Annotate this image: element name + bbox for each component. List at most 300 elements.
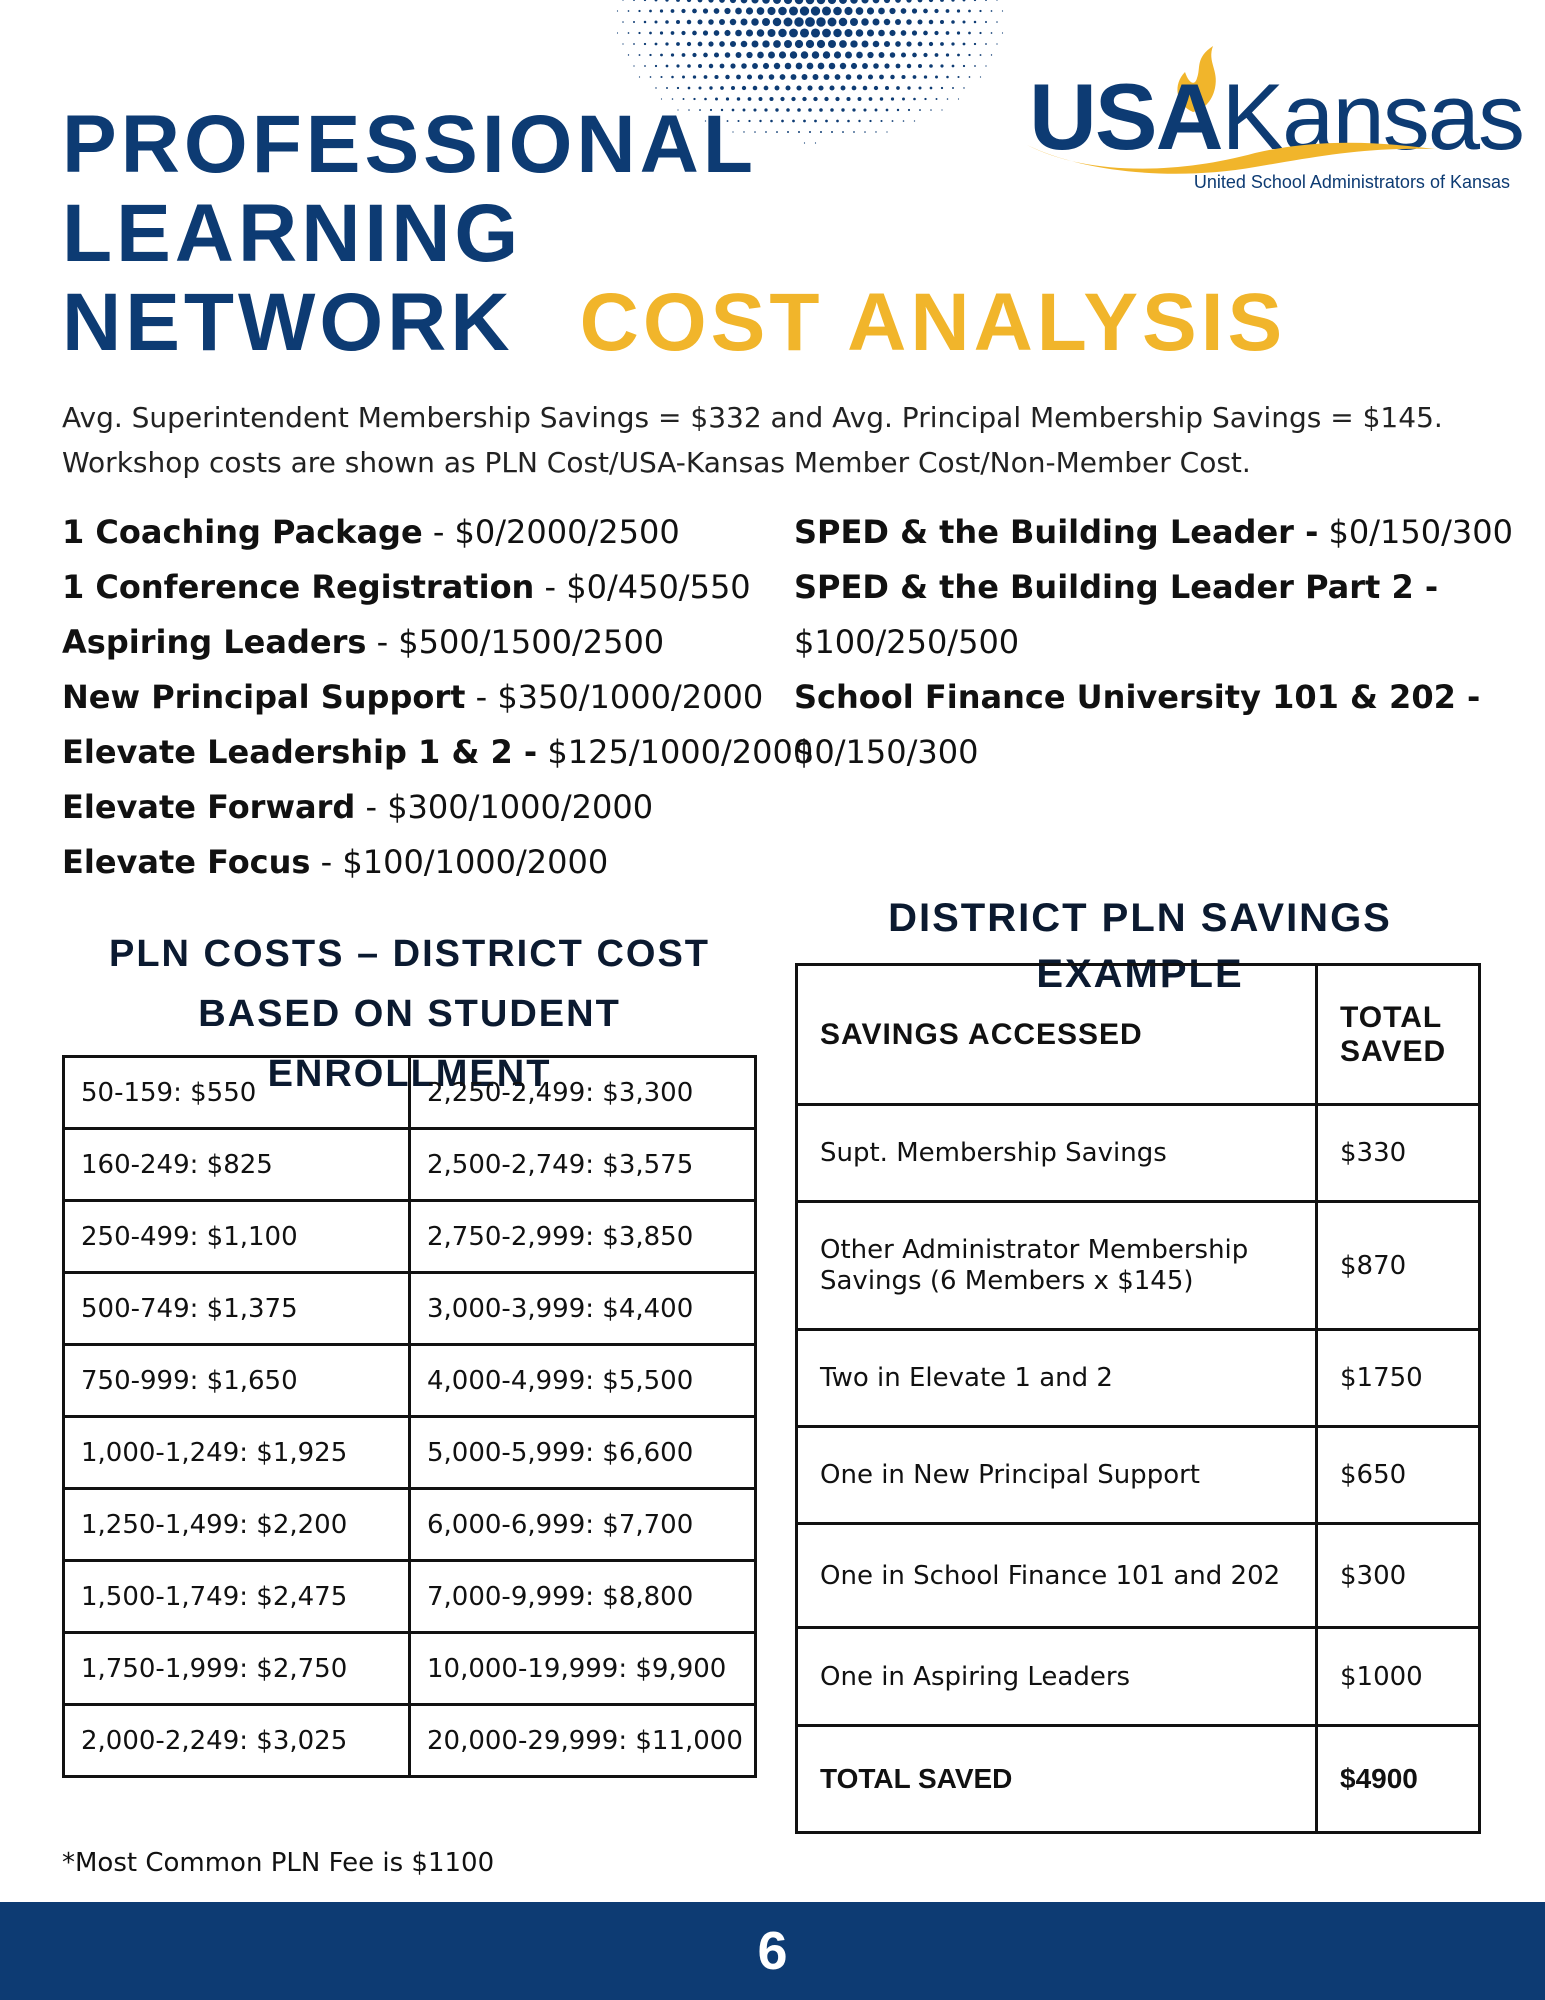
halftone-dot xyxy=(714,75,718,79)
table-row xyxy=(64,1129,756,1201)
halftone-dot xyxy=(644,43,646,45)
halftone-dot xyxy=(708,0,713,3)
halftone-dot xyxy=(991,54,992,55)
halftone-dot xyxy=(655,43,658,46)
pln-fee-footnote: *Most Common PLN Fee is $1100 xyxy=(62,1848,495,1878)
halftone-dot xyxy=(918,0,923,2)
halftone-dot xyxy=(924,75,927,78)
intro-line-2: Workshop costs are shown as PLN Cost/USA-Kansas Member Cost/Non-Member Cost. xyxy=(62,446,1251,479)
halftone-dot xyxy=(681,9,685,13)
halftone-dot xyxy=(841,86,846,91)
halftone-dot xyxy=(867,7,874,14)
halftone-dot xyxy=(844,7,852,15)
halftone-dot xyxy=(633,65,634,66)
halftone-dot xyxy=(676,64,679,67)
halftone-dot xyxy=(730,41,736,47)
savings-value: $330 xyxy=(1317,1105,1480,1202)
halftone-dot xyxy=(720,86,724,90)
halftone-dot xyxy=(867,29,874,36)
workshop-item xyxy=(794,670,1514,725)
savings-label: One in New Principal Support xyxy=(797,1427,1317,1524)
halftone-dot xyxy=(996,0,997,1)
halftone-dot xyxy=(816,17,825,26)
halftone-dot xyxy=(884,19,891,26)
workshop-name: SPED & the Building Leader - xyxy=(794,513,1319,551)
workshop-item xyxy=(794,505,1514,560)
halftone-dot xyxy=(655,65,657,67)
column-header-savings: SAVINGS ACCESSED xyxy=(797,965,1317,1105)
halftone-dot xyxy=(639,76,640,77)
halftone-dot xyxy=(795,40,803,48)
halftone-dot xyxy=(940,64,943,67)
halftone-dot xyxy=(934,9,938,13)
halftone-dot xyxy=(719,0,725,3)
halftone-dot xyxy=(980,54,982,56)
table-cell: 1,500-1,749: $2,475 xyxy=(64,1561,410,1633)
workshop-name: Elevate Leadership 1 & 2 - xyxy=(62,733,538,771)
halftone-dot xyxy=(812,51,819,58)
workshop-item xyxy=(62,615,762,670)
halftone-dot xyxy=(839,0,847,4)
halftone-dot xyxy=(985,21,987,23)
halftone-dot xyxy=(879,75,884,80)
halftone-dot xyxy=(719,41,725,47)
halftone-dot xyxy=(850,40,857,47)
halftone-dot xyxy=(873,41,880,48)
halftone-dot xyxy=(730,63,735,68)
halftone-dot xyxy=(703,53,708,58)
cost-analysis-title: COST ANALYSIS xyxy=(579,277,1287,368)
title-line-2: LEARNING xyxy=(62,188,523,279)
halftone-dot xyxy=(660,31,663,34)
table-cell: 7,000-9,999: $8,800 xyxy=(410,1561,756,1633)
savings-table xyxy=(795,963,1481,1834)
table-row xyxy=(797,1628,1480,1726)
halftone-dot xyxy=(918,42,923,47)
halftone-dot xyxy=(671,76,674,79)
halftone-dot xyxy=(741,41,748,48)
halftone-dot xyxy=(785,85,790,90)
halftone-dot xyxy=(714,52,719,57)
column-header-total xyxy=(1317,965,1480,1105)
halftone-dot xyxy=(735,30,742,37)
halftone-dot xyxy=(807,63,814,70)
halftone-dot xyxy=(935,53,939,57)
halftone-dot xyxy=(807,85,812,90)
halftone-dot xyxy=(789,29,798,38)
halftone-dot xyxy=(895,0,901,3)
halftone-dot xyxy=(666,87,668,89)
halftone-dot xyxy=(923,31,928,36)
halftone-dot xyxy=(918,64,922,68)
halftone-dot xyxy=(762,40,769,47)
halftone-dot xyxy=(681,31,685,35)
halftone-dot xyxy=(735,8,742,15)
halftone-dot xyxy=(649,10,652,13)
halftone-dot xyxy=(778,29,786,37)
halftone-dot xyxy=(698,86,701,89)
halftone-dot xyxy=(774,63,780,69)
halftone-dot xyxy=(757,29,765,37)
table-row xyxy=(797,1202,1480,1330)
table-row xyxy=(797,1524,1480,1628)
page-number: 6 xyxy=(757,1921,788,1981)
halftone-dot xyxy=(649,32,652,35)
halftone-dot xyxy=(957,31,960,34)
workshop-name: SPED & the Building Leader Part 2 - xyxy=(794,568,1439,606)
halftone-dot xyxy=(817,0,825,4)
table-cell: 3,000-3,999: $4,400 xyxy=(410,1273,756,1345)
halftone-dot xyxy=(856,7,864,15)
halftone-dot xyxy=(845,52,852,59)
halftone-dot xyxy=(862,41,869,48)
workshop-name: Elevate Focus xyxy=(62,843,311,881)
halftone-dot xyxy=(822,6,831,15)
halftone-dot xyxy=(852,86,857,91)
halftone-dot xyxy=(874,86,878,90)
table-cell: 6,000-6,999: $7,700 xyxy=(410,1489,756,1561)
halftone-dot xyxy=(996,21,998,23)
halftone-dot xyxy=(730,19,737,26)
halftone-dot xyxy=(951,20,955,24)
halftone-dot xyxy=(878,30,885,37)
halftone-dot xyxy=(767,7,775,15)
column-header-total-line-1: TOTAL xyxy=(1340,1000,1443,1034)
table-cell: 50-159: $550 xyxy=(64,1057,410,1129)
halftone-dot xyxy=(1002,32,1003,33)
halftone-dot xyxy=(929,20,934,25)
halftone-dot xyxy=(802,74,808,80)
halftone-dot xyxy=(773,18,782,27)
halftone-dot xyxy=(824,74,830,80)
halftone-dot xyxy=(861,0,868,4)
halftone-dot xyxy=(655,87,656,88)
halftone-dot xyxy=(974,21,977,24)
workshop-item xyxy=(62,505,762,560)
halftone-dot xyxy=(941,87,943,89)
halftone-dot xyxy=(671,53,674,56)
halftone-dot xyxy=(940,20,944,24)
table-row xyxy=(797,1330,1480,1427)
halftone-dot xyxy=(851,63,857,69)
halftone-dot xyxy=(873,19,880,26)
halftone-dot xyxy=(752,41,759,48)
table-cell: 1,000-1,249: $1,925 xyxy=(64,1417,410,1489)
halftone-dot xyxy=(913,75,917,79)
halftone-dot xyxy=(862,63,868,69)
halftone-dot xyxy=(963,65,965,67)
halftone-dot xyxy=(644,21,647,24)
usa-kansas-logo xyxy=(1025,40,1524,200)
halftone-dot xyxy=(957,76,959,78)
halftone-dot xyxy=(850,0,858,4)
halftone-dot xyxy=(693,75,696,78)
halftone-dot xyxy=(698,42,703,47)
halftone-dot xyxy=(818,63,825,70)
halftone-dot xyxy=(835,74,841,80)
halftone-dot xyxy=(622,43,623,44)
halftone-dot xyxy=(714,8,720,14)
table-row xyxy=(797,1427,1480,1524)
halftone-dot xyxy=(720,64,725,69)
halftone-dot xyxy=(725,75,729,79)
halftone-dot xyxy=(790,51,797,58)
table-header-row xyxy=(797,965,1480,1105)
halftone-dot xyxy=(833,29,841,37)
halftone-dot xyxy=(666,65,669,68)
halftone-dot xyxy=(813,74,819,80)
halftone-dot xyxy=(906,41,911,46)
table-row xyxy=(64,1417,756,1489)
workshop-cost: - $300/1000/2000 xyxy=(355,788,654,826)
halftone-dot xyxy=(767,29,775,37)
workshop-item xyxy=(62,780,762,835)
halftone-dot xyxy=(980,76,981,77)
halftone-dot xyxy=(724,30,730,36)
halftone-dot xyxy=(839,18,848,27)
table-row xyxy=(64,1273,756,1345)
halftone-dot xyxy=(963,43,966,46)
halftone-dot xyxy=(974,0,976,1)
halftone-dot xyxy=(806,0,815,4)
halftone-dot xyxy=(688,87,691,90)
halftone-dot xyxy=(638,10,640,12)
halftone-dot xyxy=(884,0,890,3)
workshop-cost: $125/1000/2000 xyxy=(537,733,814,771)
halftone-dot xyxy=(773,0,781,4)
workshop-item xyxy=(62,725,814,780)
halftone-dot xyxy=(633,0,635,1)
table-row xyxy=(64,1633,756,1705)
logo-kansas: Kansas xyxy=(1221,64,1524,169)
halftone-dot xyxy=(817,40,825,48)
halftone-dot xyxy=(617,32,618,33)
halftone-dot xyxy=(671,31,675,35)
halftone-dot xyxy=(753,86,758,91)
halftone-dot xyxy=(951,42,954,45)
halftone-dot xyxy=(829,63,836,70)
halftone-dot xyxy=(796,63,803,70)
pln-costs-table xyxy=(62,1055,757,1778)
halftone-dot xyxy=(784,0,792,4)
table-cell: 1,250-1,499: $2,200 xyxy=(64,1489,410,1561)
halftone-dot xyxy=(968,10,971,13)
table-row xyxy=(797,1105,1480,1202)
halftone-dot xyxy=(861,18,869,26)
workshop-item xyxy=(62,670,762,725)
halftone-dot xyxy=(800,28,809,37)
halftone-dot xyxy=(805,17,815,27)
workshop-item xyxy=(62,835,762,890)
table-cell: 500-749: $1,375 xyxy=(64,1273,410,1345)
table-cell: 2,500-2,749: $3,575 xyxy=(410,1129,756,1201)
halftone-dot xyxy=(952,87,954,89)
savings-value: $300 xyxy=(1317,1524,1480,1628)
halftone-dot xyxy=(676,0,680,2)
halftone-dot xyxy=(929,42,933,46)
halftone-dot xyxy=(762,18,770,26)
halftone-dot xyxy=(698,64,702,68)
halftone-dot xyxy=(736,75,741,80)
halftone-dot xyxy=(957,9,960,12)
table-row xyxy=(64,1705,756,1777)
halftone-dot xyxy=(806,40,814,48)
halftone-dot xyxy=(751,18,759,26)
workshop-cost: - $350/1000/2000 xyxy=(465,678,764,716)
table-cell: 5,000-5,999: $6,600 xyxy=(410,1417,756,1489)
halftone-dot xyxy=(698,20,703,25)
halftone-dot xyxy=(692,53,696,57)
halftone-dot xyxy=(896,64,901,69)
halftone-dot xyxy=(617,10,618,11)
halftone-dot xyxy=(974,43,976,45)
logo-usa: USA xyxy=(1029,64,1222,169)
workshop-name: New Principal Support xyxy=(62,678,466,716)
savings-value: $1000 xyxy=(1317,1628,1480,1726)
halftone-dot xyxy=(890,52,896,58)
halftone-dot xyxy=(747,74,752,79)
halftone-dot xyxy=(682,53,686,57)
halftone-dot xyxy=(752,63,758,69)
halftone-dot xyxy=(907,86,910,89)
workshop-cost: $0/150/300 xyxy=(1318,513,1513,551)
halftone-dot xyxy=(660,9,663,12)
halftone-dot xyxy=(867,52,873,58)
halftone-dot xyxy=(791,74,797,80)
halftone-dot xyxy=(778,7,787,16)
halftone-dot xyxy=(929,0,933,2)
halftone-dot xyxy=(996,43,997,44)
halftone-dot xyxy=(741,19,748,26)
workshop-cost: - $0/450/550 xyxy=(534,568,751,606)
halftone-dot xyxy=(757,7,765,15)
table-row xyxy=(64,1345,756,1417)
halftone-dot xyxy=(991,32,993,34)
halftone-dot xyxy=(764,86,769,91)
table-row xyxy=(64,1201,756,1273)
halftone-dot xyxy=(769,74,775,80)
halftone-dot xyxy=(840,63,846,69)
halftone-dot xyxy=(818,85,823,90)
halftone-dot xyxy=(907,64,911,68)
workshop-cost-line: $0/150/300 xyxy=(794,733,979,771)
halftone-dot xyxy=(650,76,652,78)
halftone-dot xyxy=(768,52,775,59)
halftone-dot xyxy=(622,0,623,1)
halftone-dot xyxy=(633,21,635,23)
workshop-name: 1 Coaching Package xyxy=(62,513,423,551)
halftone-dot xyxy=(901,30,907,36)
halftone-dot xyxy=(665,42,668,45)
halftone-dot xyxy=(940,42,944,46)
halftone-dot xyxy=(974,65,976,67)
halftone-dot xyxy=(969,76,971,78)
total-label: TOTAL SAVED xyxy=(797,1726,1317,1833)
logo-subtitle: United School Administrators of Kansas xyxy=(1193,172,1510,192)
halftone-dot xyxy=(952,65,955,68)
halftone-dot xyxy=(784,18,793,27)
halftone-dot xyxy=(655,0,658,1)
halftone-dot xyxy=(677,87,679,89)
halftone-dot xyxy=(649,54,651,56)
halftone-dot xyxy=(946,53,949,56)
table-cell: 750-999: $1,650 xyxy=(64,1345,410,1417)
savings-label: Two in Elevate 1 and 2 xyxy=(797,1330,1317,1427)
halftone-dot xyxy=(839,40,847,48)
halftone-dot xyxy=(730,0,736,3)
halftone-dot xyxy=(622,21,624,23)
halftone-dot xyxy=(758,74,763,79)
halftone-dot xyxy=(703,30,708,35)
halftone-dot xyxy=(884,63,889,68)
halftone-dot xyxy=(890,75,894,79)
halftone-dot xyxy=(895,41,901,47)
pln-costs-heading-line-2: BASED ON STUDENT ENROLLMENT xyxy=(198,993,621,1095)
halftone-dot xyxy=(963,87,964,88)
halftone-dot xyxy=(644,65,646,67)
halftone-dot xyxy=(873,63,879,69)
halftone-dot xyxy=(660,76,662,78)
halftone-dot xyxy=(784,40,792,48)
halftone-dot xyxy=(923,9,928,14)
halftone-dot xyxy=(660,54,663,57)
halftone-dot xyxy=(856,29,864,37)
table-cell: 1,750-1,999: $2,750 xyxy=(64,1633,410,1705)
halftone-dot xyxy=(833,7,842,16)
halftone-dot xyxy=(709,86,712,89)
halftone-dot xyxy=(763,63,769,69)
intro-text xyxy=(62,395,1492,485)
workshop-item xyxy=(62,560,762,615)
halftone-dot xyxy=(934,31,938,35)
halftone-dot xyxy=(708,19,714,25)
halftone-dot xyxy=(762,0,770,4)
halftone-dot xyxy=(857,74,862,79)
halftone-dot xyxy=(963,0,966,1)
halftone-dot xyxy=(901,75,905,79)
halftone-dot xyxy=(929,64,933,68)
total-value: $4900 xyxy=(1317,1726,1480,1833)
column-header-total-line-2: SAVED xyxy=(1340,1034,1447,1068)
halftone-dot xyxy=(856,52,863,59)
halftone-dot xyxy=(801,51,808,58)
halftone-dot xyxy=(906,0,911,3)
halftone-dot xyxy=(923,53,927,57)
halftone-dot xyxy=(708,41,713,46)
halftone-dot xyxy=(687,42,691,46)
halftone-dot xyxy=(800,6,809,15)
halftone-dot xyxy=(811,28,820,37)
halftone-dot xyxy=(746,7,753,14)
halftone-dot xyxy=(794,17,803,26)
total-row xyxy=(797,1726,1480,1833)
halftone-dot xyxy=(873,0,880,3)
halftone-dot xyxy=(985,0,987,1)
halftone-dot xyxy=(930,87,933,90)
halftone-dot xyxy=(775,86,780,91)
halftone-dot xyxy=(1002,10,1003,11)
page-footer xyxy=(0,1902,1545,2000)
workshop-cost-line: $100/250/500 xyxy=(794,623,1020,661)
halftone-dot xyxy=(741,0,748,3)
halftone-dot xyxy=(963,21,966,24)
halftone-dot xyxy=(741,63,747,69)
workshop-list-right xyxy=(794,505,1514,780)
savings-value: $870 xyxy=(1317,1202,1480,1330)
halftone-dot xyxy=(780,74,786,80)
workshop-cost: - $0/2000/2500 xyxy=(422,513,680,551)
halftone-dot xyxy=(644,0,646,1)
